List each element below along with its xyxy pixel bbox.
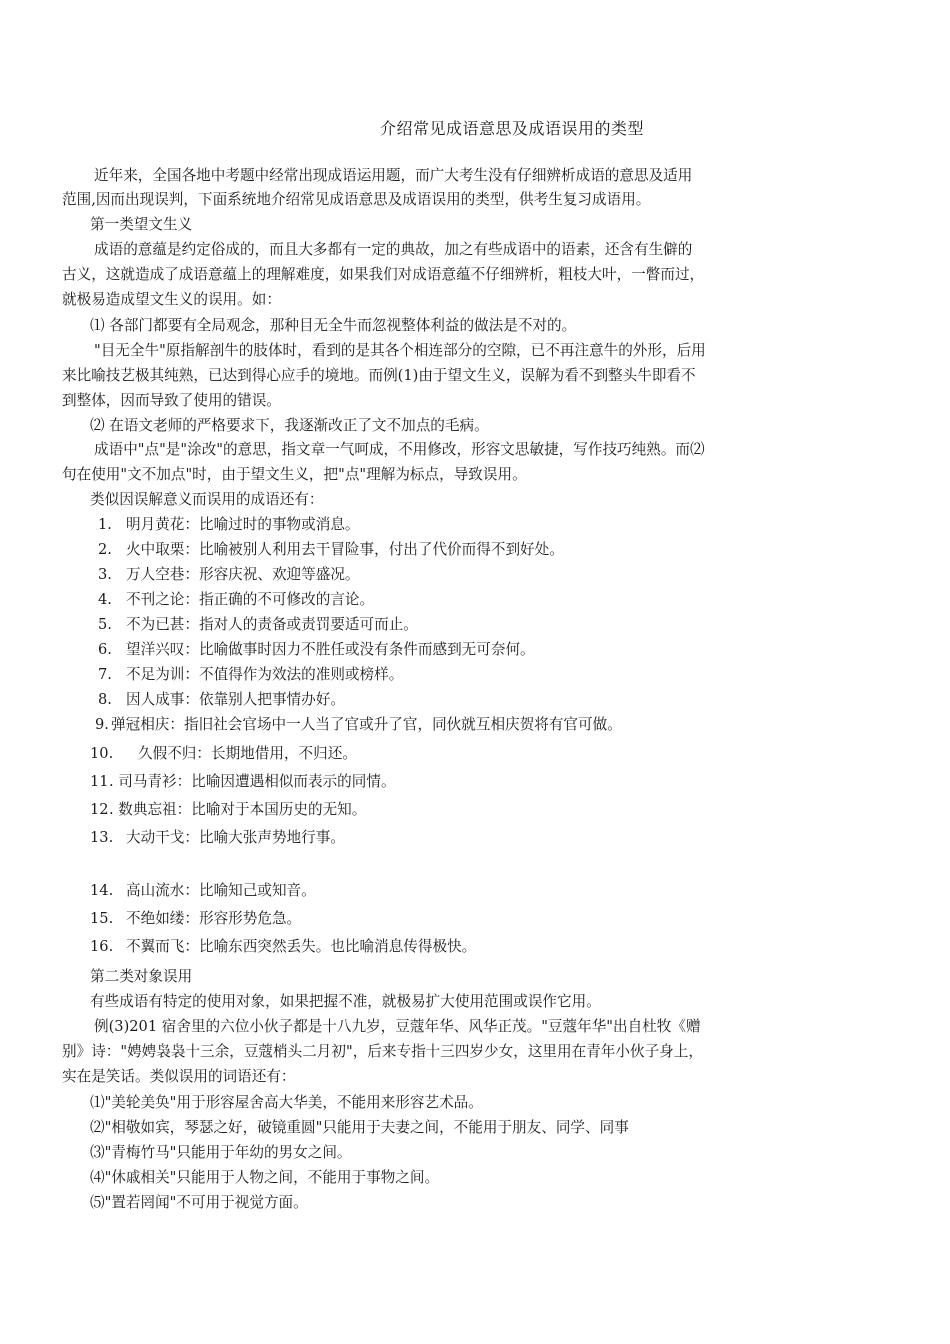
list-item — [90, 828, 345, 848]
item-number: 13. — [90, 829, 114, 846]
item-text: . 司马青衫：比喻因遭遇相似而表示的同情。 — [109, 773, 396, 790]
list-item — [98, 665, 403, 685]
misuse-item-4: ⑷"休戚相关"只能用于人物之间，不能用于事物之间。 — [90, 1169, 440, 1186]
item-number: 4. — [98, 591, 112, 608]
item-text: 明月黄花：比喻过时的事物或消息。 — [126, 516, 360, 533]
item-text: 大动干戈：比喻大张声势地行事。 — [126, 829, 345, 846]
item-text: 不为已甚：指对人的责备或责罚要适可而止。 — [126, 616, 418, 633]
item-number: 16. — [90, 938, 114, 955]
list-item — [90, 881, 316, 901]
item-number: 1. — [98, 516, 112, 533]
example-3-line-2: 别》诗："娉娉袅袅十三余，豆蔻梢头二月初"，后来专指十三四岁少女，这里用在青年小伙子身上， — [62, 1043, 703, 1060]
similar-intro: 类似因误解意义而误用的成语还有： — [90, 491, 324, 508]
list-item — [90, 909, 301, 929]
example-2-explain-line-1: 成语中"点"是"涂改"的意思，指文章一气呵成，不用修改，形容文思敏捷，写作技巧纯熟。而⑵ — [94, 441, 705, 458]
item-text: 不绝如缕：形容形势危急。 — [126, 910, 302, 927]
section2-heading: 第二类对象误用 — [90, 968, 193, 985]
item-text: 不刊之论：指正确的不可修改的言论。 — [126, 591, 375, 608]
example-2: ⑵ 在语文老师的严格要求下，我逐渐改正了文不加点的毛病。 — [90, 417, 489, 434]
list-item — [98, 590, 374, 610]
list-item — [98, 540, 564, 560]
example-1-explain-line-3: 到整体，因而导致了使用的错误。 — [62, 392, 281, 409]
intro-line-1: 近年来，全国各地中考题中经常出现成语运用题，而广大考生没有仔细辨析成语的意思及适用 — [94, 167, 693, 184]
example-2-explain-line-2: 句在使用"文不加点"时，由于望文生义，把"点"理解为标点，导致误用。 — [62, 466, 527, 483]
item-number: 10. — [90, 745, 114, 762]
item-number: 8. — [98, 691, 112, 708]
item-text: 望洋兴叹：比喻做事时因力不胜任或没有条件而感到无可奈何。 — [126, 641, 535, 658]
list-item — [98, 565, 360, 585]
item-number: 2. — [98, 541, 112, 558]
page-title: 介绍常见成语意思及成语误用的类型 — [379, 119, 644, 138]
item-number: 12 — [90, 801, 109, 818]
item-text: 高山流水：比喻知己或知音。 — [126, 882, 316, 899]
item-text: 弹冠相庆：指旧社会官场中一人当了官或升了官，同伙就互相庆贺将有官可做。 — [111, 716, 622, 733]
item-number: 14. — [90, 882, 114, 899]
list-item — [98, 615, 418, 635]
item-text: 万人空巷：形容庆祝、欢迎等盛况。 — [126, 566, 360, 583]
intro-line-2: 范围,因而出现误判，下面系统地介绍常见成语意思及成语误用的类型，供考生复习成语用。 — [62, 191, 651, 208]
example-1-explain-line-2: 来比喻技艺极其纯熟，已达到得心应手的境地。而例(1)由于望文生义，误解为看不到整头牛即看不 — [62, 367, 696, 384]
misuse-item-3: ⑶"青梅竹马"只能用于年幼的男女之间。 — [90, 1144, 352, 1161]
example-1: ⑴ 各部门都要有全局观念，那种目无全牛而忽视整体利益的做法是不对的。 — [90, 317, 577, 334]
section1-para-line-3: 就极易造成望文生义的误用。如： — [62, 291, 281, 308]
example-3-line-1: 例(3)201 宿舍里的六位小伙子都是十八九岁，豆蔻年华、风华正茂。"豆蔻年华"出自杜牧《赠 — [94, 1018, 701, 1035]
list-item — [98, 515, 360, 535]
item-number: 6. — [98, 641, 112, 658]
item-number: 11 — [90, 773, 109, 790]
list-item — [90, 772, 396, 792]
item-number: 5. — [98, 616, 112, 633]
section1-para-line-1: 成语的意蕴是约定俗成的，而且大多都有一定的典故，加之有些成语中的语素，还含有生僻的 — [94, 241, 693, 258]
list-item — [90, 744, 357, 764]
section1-heading: 第一类望文生义 — [90, 216, 193, 233]
example-3-line-3: 实在是笑话。类似误用的词语还有： — [62, 1068, 296, 1085]
item-text: 不翼而飞：比喻东西突然丢失。也比喻消息传得极快。 — [126, 938, 477, 955]
list-item — [90, 937, 476, 957]
list-item — [98, 690, 345, 710]
list-item — [95, 715, 622, 735]
misuse-item-1: ⑴"美轮美奂"用于形容屋舍高大华美，不能用来形容艺术品。 — [90, 1094, 483, 1111]
section2-para: 有些成语有特定的使用对象，如果把握不准，就极易扩大使用范围或误作它用。 — [90, 993, 601, 1010]
list-item — [90, 800, 366, 820]
misuse-item-2: ⑵"相敬如宾，琴瑟之好，破镜重圆"只能用于夫妻之间，不能用于朋友、同学、同事 — [90, 1119, 629, 1136]
item-text: 因人成事：依靠别人把事情办好。 — [126, 691, 345, 708]
item-number: 9. — [95, 716, 109, 733]
item-text: 火中取栗：比喻被别人利用去干冒险事，付出了代价而得不到好处。 — [126, 541, 564, 558]
item-number: 7. — [98, 666, 112, 683]
item-number: 3. — [98, 566, 112, 583]
item-text: . 数典忘祖：比喻对于本国历史的无知。 — [109, 801, 367, 818]
example-1-explain-line-1: "目无全牛"原指解剖牛的肢体时，看到的是其各个相连部分的空隙，已不再注意牛的外形，后用 — [94, 342, 706, 359]
misuse-item-5: ⑸"置若罔闻"不可用于视觉方面。 — [90, 1194, 308, 1211]
section1-para-line-2: 古义，这就造成了成语意蕴上的理解难度，如果我们对成语意蕴不仔细辨析，粗枝大叶，一瞥而过， — [62, 266, 705, 283]
item-text: 不足为训：不值得作为效法的准则或榜样。 — [126, 666, 404, 683]
item-text: 久假不归：长期地借用，不归还。 — [138, 745, 357, 762]
list-item — [98, 640, 535, 660]
item-number: 15. — [90, 910, 114, 927]
